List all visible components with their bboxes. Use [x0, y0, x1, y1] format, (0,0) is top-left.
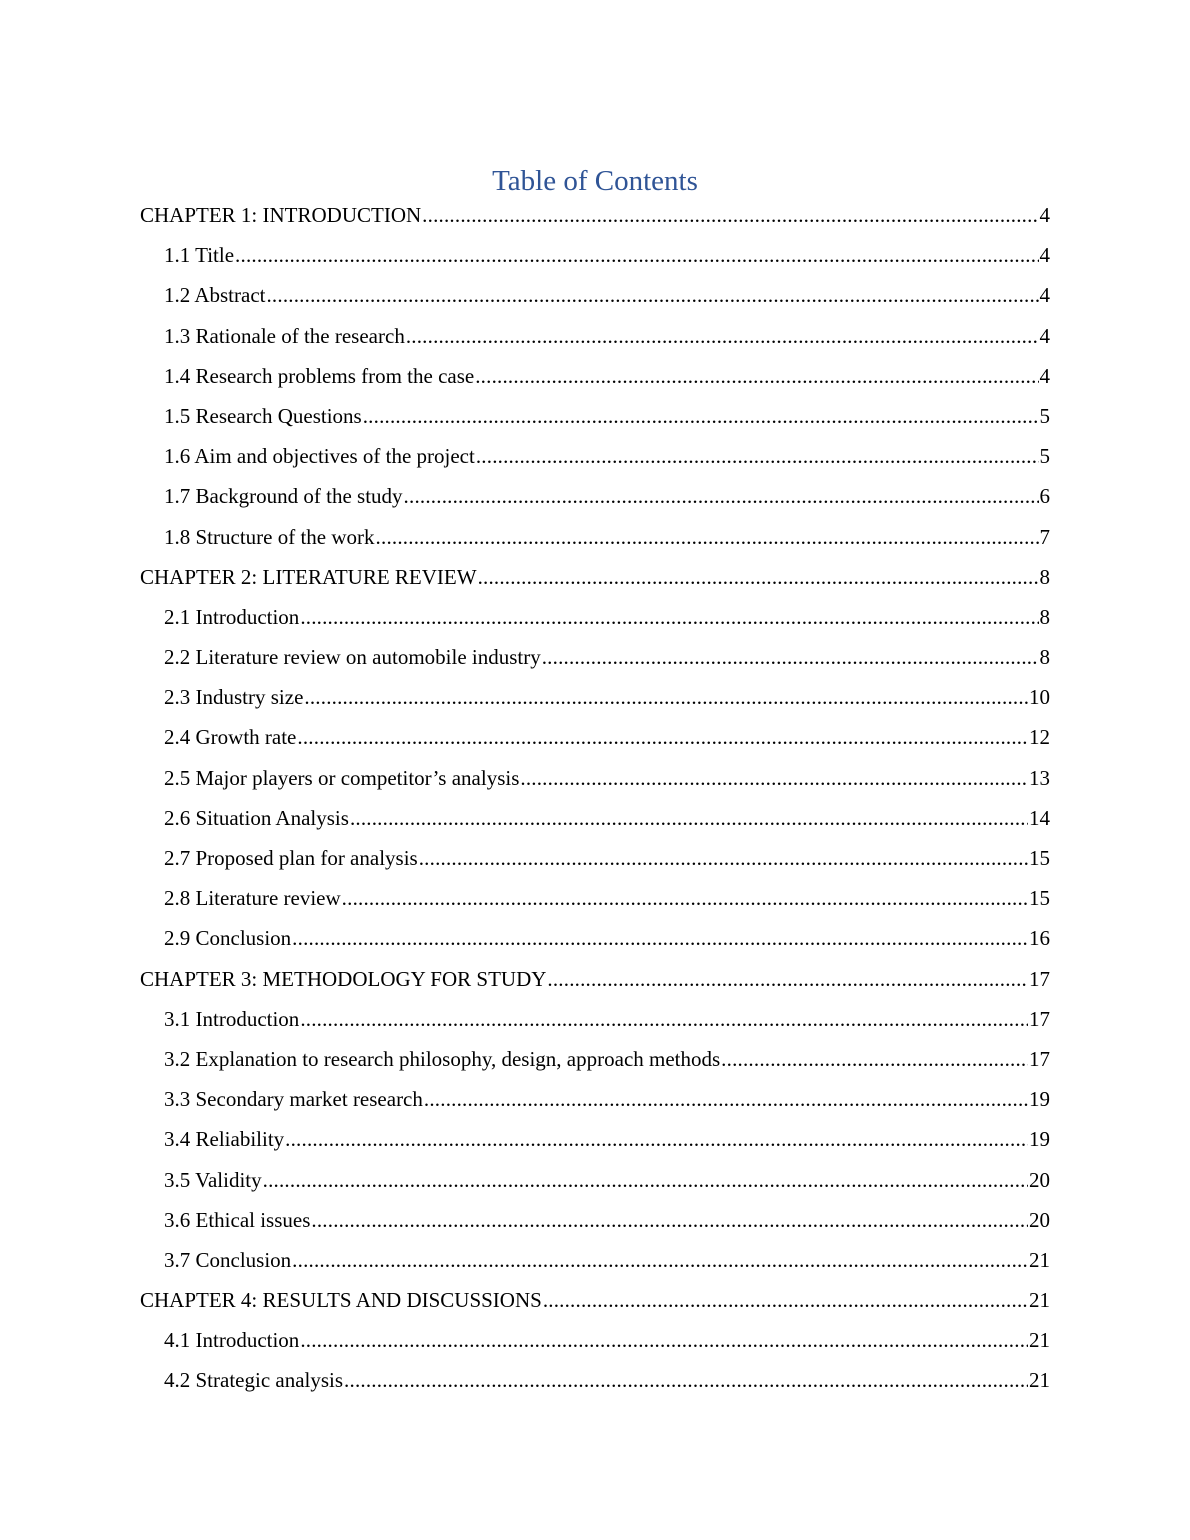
toc-page-number[interactable]: 20 [1029, 1167, 1050, 1192]
toc-dot-leader [235, 235, 1038, 275]
toc-entry-label[interactable]: 3.6 Ethical issues [164, 1207, 311, 1232]
toc-entry-label[interactable]: 1.3 Rationale of the research [164, 323, 405, 348]
toc-entry-label[interactable]: CHAPTER 2: LITERATURE REVIEW [140, 564, 477, 589]
toc-page-number[interactable]: 15 [1029, 846, 1050, 870]
toc-page-number[interactable]: 8 [1039, 645, 1050, 670]
toc-dot-leader [304, 677, 1028, 717]
toc-entry-label[interactable]: 1.5 Research Questions [164, 403, 362, 428]
toc-section-entry[interactable] [140, 235, 1050, 275]
toc-section-entry[interactable] [140, 717, 1050, 757]
toc-section-entry[interactable] [140, 316, 1050, 356]
toc-page-number[interactable]: 21 [1029, 1368, 1050, 1393]
toc-page-number[interactable]: 17 [1029, 966, 1050, 991]
toc-page-number[interactable]: 4 [1039, 323, 1050, 348]
toc-chapter-entry[interactable] [140, 195, 1050, 235]
toc-entry-label[interactable]: 3.1 Introduction [164, 1006, 300, 1031]
toc-section-entry[interactable] [140, 1360, 1050, 1400]
toc-dot-leader [476, 436, 1039, 476]
toc-entry-label[interactable]: 3.3 Secondary market research [164, 1087, 423, 1112]
toc-dot-leader [520, 758, 1028, 798]
toc-dot-leader [419, 838, 1028, 878]
toc-dot-leader [300, 1320, 1028, 1360]
toc-page-number[interactable]: 21 [1029, 1288, 1050, 1313]
toc-page-number[interactable]: 12 [1029, 725, 1050, 750]
toc-dot-leader [475, 356, 1038, 396]
toc-entry-label[interactable]: 3.5 Validity [164, 1167, 262, 1192]
toc-section-entry[interactable] [140, 1200, 1050, 1240]
toc-dot-leader [297, 717, 1028, 757]
toc-section-entry[interactable] [140, 878, 1050, 918]
toc-entry-label[interactable]: CHAPTER 4: RESULTS AND DISCUSSIONS [140, 1288, 542, 1313]
toc-dot-leader [300, 597, 1038, 637]
toc-page-number[interactable]: 7 [1039, 524, 1050, 549]
toc-section-entry[interactable] [140, 918, 1050, 958]
toc-section-entry[interactable] [140, 356, 1050, 396]
toc-entry-label[interactable]: 1.7 Background of the study [164, 484, 403, 509]
toc-section-entry[interactable] [140, 1039, 1050, 1079]
toc-section-entry[interactable] [140, 1240, 1050, 1280]
toc-entry-label[interactable]: 2.2 Literature review on automobile industry [164, 645, 541, 670]
toc-page-number[interactable]: 16 [1029, 926, 1050, 951]
toc-section-entry[interactable] [140, 1320, 1050, 1360]
toc-list [140, 195, 1050, 1401]
toc-section-entry[interactable] [140, 999, 1050, 1039]
toc-section-entry[interactable] [140, 1160, 1050, 1200]
toc-section-entry[interactable] [140, 1119, 1050, 1159]
toc-dot-leader [542, 637, 1039, 677]
toc-section-entry[interactable] [140, 476, 1050, 516]
toc-dot-leader [344, 1360, 1028, 1400]
toc-entry-label[interactable]: 3.4 Reliability [164, 1127, 285, 1152]
toc-dot-leader [311, 1200, 1028, 1240]
toc-dot-leader [547, 959, 1028, 999]
toc-page-number[interactable]: 15 [1029, 886, 1050, 911]
toc-dot-leader [292, 1240, 1028, 1280]
toc-page-number[interactable]: 6 [1039, 484, 1050, 509]
toc-entry-label[interactable]: 2.9 Conclusion [164, 926, 292, 951]
toc-page-number[interactable]: 8 [1039, 564, 1050, 589]
toc-section-entry[interactable] [140, 396, 1050, 436]
toc-dot-leader [342, 878, 1028, 918]
toc-dot-leader [404, 476, 1039, 516]
toc-page-number[interactable]: 4 [1039, 363, 1050, 388]
toc-page-number[interactable]: 4 [1039, 283, 1050, 308]
toc-entry-label[interactable]: 2.5 Major players or competitor’s analysis [164, 765, 520, 790]
toc-page-number[interactable]: 5 [1039, 444, 1050, 469]
toc-section-entry[interactable] [140, 275, 1050, 315]
toc-entry-label[interactable]: 4.1 Introduction [164, 1328, 300, 1353]
toc-chapter-entry[interactable] [140, 1280, 1050, 1320]
toc-entry-label[interactable]: 4.2 Strategic analysis [164, 1368, 344, 1393]
toc-entry-label[interactable]: 2.6 Situation Analysis [164, 805, 349, 830]
toc-section-entry[interactable] [140, 677, 1050, 717]
toc-section-entry[interactable] [140, 758, 1050, 798]
toc-section-entry[interactable] [140, 436, 1050, 476]
toc-entry-label[interactable]: CHAPTER 1: INTRODUCTION [140, 203, 422, 227]
toc-entry-label[interactable]: CHAPTER 3: METHODOLOGY FOR STUDY [140, 966, 547, 991]
toc-page-number[interactable]: 17 [1029, 1006, 1050, 1031]
toc-title: Table of Contents [492, 165, 698, 197]
toc-entry-label[interactable]: 3.2 Explanation to research philosophy, design, approach methods [164, 1046, 721, 1071]
toc-page-number[interactable]: 10 [1029, 685, 1050, 710]
toc-entry-label[interactable]: 3.7 Conclusion [164, 1247, 292, 1272]
toc-section-entry[interactable] [140, 597, 1050, 637]
toc-page-number[interactable]: 17 [1029, 1046, 1050, 1071]
toc-dot-leader [406, 316, 1039, 356]
toc-dot-leader [478, 557, 1039, 597]
toc-entry-label[interactable]: 2.1 Introduction [164, 604, 300, 629]
toc-entry-label[interactable]: 1.1 Title [164, 243, 235, 268]
toc-page-number[interactable]: 21 [1029, 1328, 1050, 1353]
toc-entry-label[interactable]: 2.7 Proposed plan for analysis [164, 846, 418, 870]
toc-page-number[interactable]: 4 [1039, 203, 1050, 227]
toc-dot-leader [721, 1039, 1028, 1079]
toc-entry-label[interactable]: 1.2 Abstract [164, 283, 266, 308]
toc-page-number[interactable]: 14 [1029, 805, 1050, 830]
toc-page-number[interactable]: 4 [1039, 243, 1050, 268]
toc-page-number[interactable]: 19 [1029, 1127, 1050, 1152]
toc-section-entry[interactable] [140, 838, 1050, 878]
toc-chapter-entry[interactable] [140, 557, 1050, 597]
toc-dot-leader [285, 1119, 1028, 1159]
toc-dot-leader [300, 999, 1028, 1039]
toc-page-number[interactable]: 21 [1029, 1247, 1050, 1272]
toc-dot-leader [376, 517, 1039, 557]
toc-section-entry[interactable] [140, 637, 1050, 677]
toc-entry-label[interactable]: 2.3 Industry size [164, 685, 304, 710]
toc-dot-leader [292, 918, 1028, 958]
toc-dot-leader [266, 275, 1038, 315]
toc-dot-leader [543, 1280, 1028, 1320]
toc-section-entry[interactable] [140, 517, 1050, 557]
toc-entry-label[interactable]: 1.4 Research problems from the case [164, 363, 475, 388]
toc-entry-label[interactable]: 2.8 Literature review [164, 886, 341, 911]
toc-page-number[interactable]: 20 [1029, 1207, 1050, 1232]
toc-entry-label[interactable]: 1.6 Aim and objectives of the project [164, 444, 475, 469]
toc-page-number[interactable]: 5 [1039, 403, 1050, 428]
toc-page-number[interactable]: 19 [1029, 1087, 1050, 1112]
toc-dot-leader [422, 195, 1038, 235]
toc-entry-label[interactable]: 2.4 Growth rate [164, 725, 297, 750]
toc-chapter-entry[interactable] [140, 959, 1050, 999]
toc-page-number[interactable]: 13 [1029, 765, 1050, 790]
toc-dot-leader [363, 396, 1039, 436]
toc-section-entry[interactable] [140, 1079, 1050, 1119]
toc-dot-leader [424, 1079, 1028, 1119]
toc-page-number[interactable]: 8 [1039, 604, 1050, 629]
toc-entry-label[interactable]: 1.8 Structure of the work [164, 524, 375, 549]
toc-section-entry[interactable] [140, 798, 1050, 838]
toc-dot-leader [350, 798, 1028, 838]
toc-dot-leader [263, 1160, 1028, 1200]
